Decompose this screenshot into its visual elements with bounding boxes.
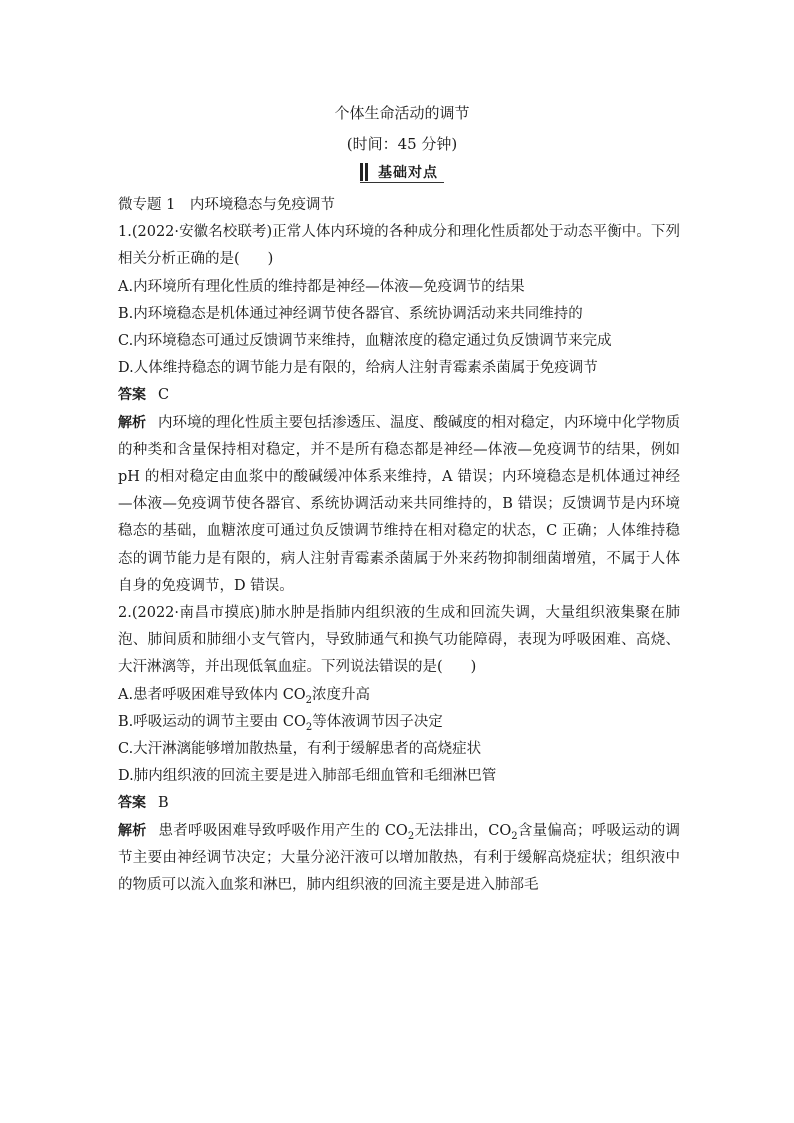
page-content — [118, 103, 680, 899]
question-2-answer — [118, 790, 680, 817]
analysis-text: 内环境的理化性质主要包括渗透压、温度、酸碱度的相对稳定，内环境中化学物质的种类和含量保持相对稳定，并不是所有稳态都是神经—体液—免疫调节的结果，例如 pH 的相对稳定由血浆中的酸碱缓冲体系来维持，A 错误；内环境稳态是机体通过神经—体液—免疫调节使各器官、系统协调活动来共同维持的，B 错误；反馈调节是内环境稳态的基础，血糖浓度可通过负反馈调节维持在相对稳定的状态，C 正确；人体维持稳态的调节能力是有限的，病人注射青霉素杀菌属于外来药物抑制细菌增殖，不属于人体自身的免疫调节，D 错误。 — [118, 414, 680, 594]
question-2-option-a: A.患者呼吸困难导致体内 $CO_2$浓度升高 — [118, 686, 371, 706]
double-bar-icon — [365, 163, 368, 181]
answer-value: C — [158, 387, 170, 404]
answer-label: 答案 — [118, 387, 146, 404]
analysis-label: 解析 — [118, 822, 147, 839]
section-badge — [124, 162, 680, 182]
question-2-option-d: D.肺内组织液的回流主要是进入肺部毛细血管和毛细淋巴管 — [118, 768, 497, 785]
question-1-option-a: A.内环境所有理化性质的维持都是神经—体液—免疫调节的结果 — [118, 278, 525, 295]
question-1-answer — [118, 382, 680, 409]
answer-label: 答案 — [118, 795, 146, 812]
question-2-option-c: C.大汗淋漓能够增加散热量，有利于缓解患者的高烧症状 — [118, 741, 482, 758]
question-1-analysis — [118, 410, 680, 600]
question-1-stem: 1.(2022·安徽名校联考)正常人体内环境的各种成分和理化性质都处于动态平衡中。下列相关分析正确的是( ) — [118, 224, 680, 268]
question-1-option-c: C.内环境稳态可通过反馈调节来维持，血糖浓度的稳定通过负反馈调节来完成 — [118, 333, 612, 350]
topic-heading: 微专题 1 内环境稳态与免疫调节 — [118, 197, 335, 213]
double-bar-icon — [360, 163, 363, 181]
question-1-option-d: D.人体维持稳态的调节能力是有限的，给病人注射青霉素杀菌属于免疫调节 — [118, 360, 598, 377]
page-title: 个体生命活动的调节 — [334, 104, 470, 122]
question-2-analysis: 解析 患者呼吸困难导致呼吸作用产生的 $CO_2$无法排出，$CO_2$含量偏高；呼吸运动的调节主要由神经调节决定；大量分泌汗液可以增加散热，有利于缓解高烧症状；组织液中的物质可以流入血浆和淋巴，肺内组织液的回流主要是进入肺部毛 — [118, 822, 681, 894]
time-limit: (时间：45 分钟) — [346, 135, 458, 153]
section-label: 基础对点 — [378, 165, 438, 181]
answer-value: B — [158, 795, 169, 812]
question-1-option-b: B.内环境稳态是机体通过神经调节使各器官、系统协调活动来共同维持的 — [118, 305, 583, 322]
question-2-stem: 2.(2022·南昌市摸底)肺水肿是指肺内组织液的生成和回流失调，大量组织液集聚在肺泡、肺间质和肺细小支气管内，导致肺通气和换气功能障碍，表现为呼吸困难、高烧、大汗淋漓等，并出现低氧血症。下列说法错误的是( ) — [118, 605, 680, 676]
question-2-option-b: B.呼吸运动的调节主要由 $CO_2$等体液调节因子决定 — [118, 713, 443, 733]
analysis-label: 解析 — [118, 414, 146, 431]
